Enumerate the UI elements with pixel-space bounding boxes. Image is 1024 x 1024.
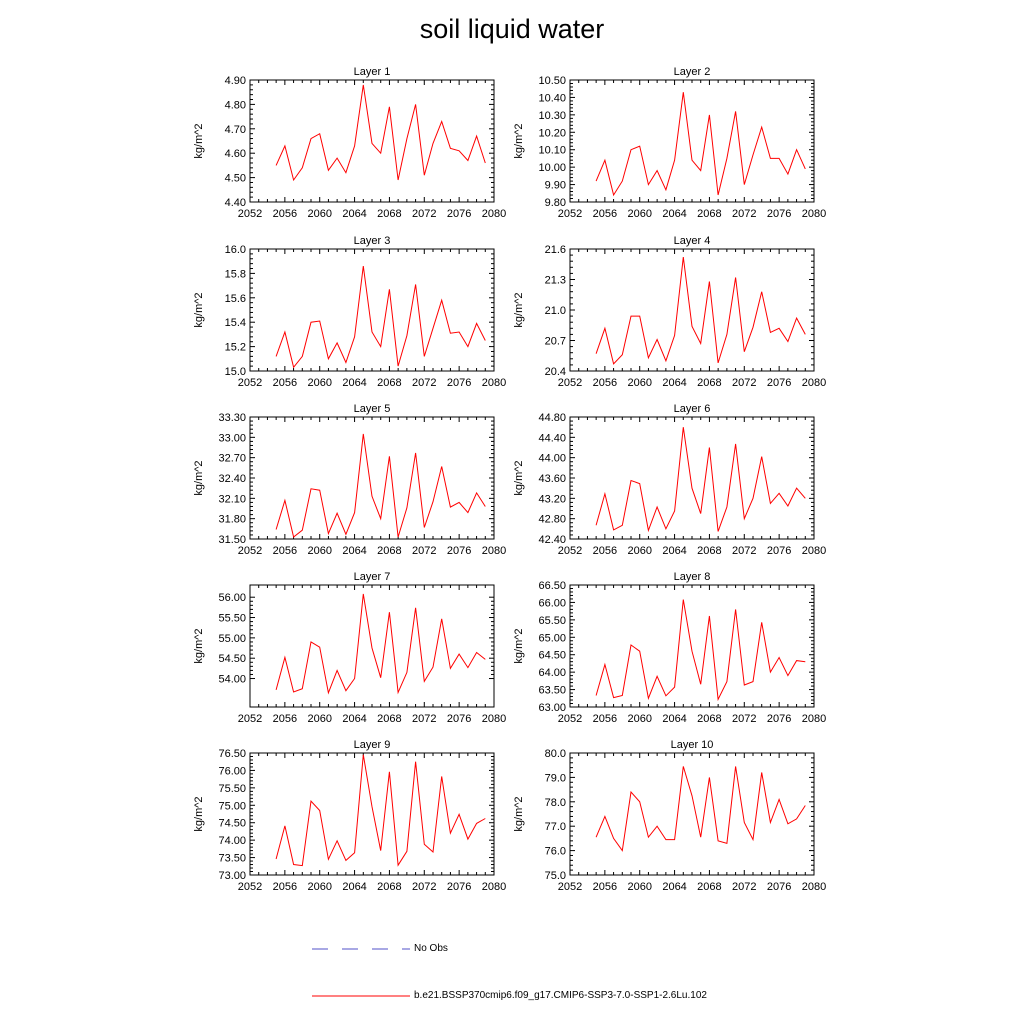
- panel-6-xtick-label: 2076: [766, 545, 792, 557]
- panel-7-xtick-label: 2072: [412, 713, 437, 725]
- panel-5-xtick-label: 2076: [446, 545, 472, 557]
- panel-8-xtick-label: 2076: [766, 713, 792, 725]
- panel-1-ytick-label: 4.80: [224, 99, 246, 112]
- legend-obs-label: No Obs: [414, 943, 448, 954]
- panel-5-xtick-label: 2080: [481, 545, 507, 557]
- panel-10-ytick-label: 77.0: [544, 821, 566, 834]
- panel-9-ytick-label: 74.50: [218, 817, 246, 830]
- panel-2-ytick-label: 10.00: [538, 162, 566, 175]
- panel-10-xtick-label: 2072: [732, 881, 757, 893]
- panel-8-ytick-label: 64.50: [538, 649, 566, 662]
- panel-9-xtick-label: 2056: [272, 881, 298, 893]
- panel-8-ytick-label: 63.50: [538, 684, 566, 697]
- panel-3-ytick-label: 15.8: [224, 268, 246, 281]
- panel-1-ytick-label: 4.50: [224, 172, 246, 185]
- panel-2-xtick-label: 2072: [732, 208, 757, 220]
- panel-2-ylabel: kg/m^2: [513, 123, 525, 159]
- panel-1-xtick-label: 2060: [307, 208, 332, 220]
- panel-8-xtick-label: 2080: [801, 713, 827, 725]
- panel-9-title: Layer 9: [353, 739, 391, 751]
- panel-4-xtick-label: 2080: [801, 377, 827, 389]
- panel-7-ytick-label: 54.00: [218, 673, 246, 686]
- panel-10-ylabel: kg/m^2: [513, 796, 525, 832]
- panel-1-ytick-label: 4.70: [224, 123, 246, 136]
- panel-9-ytick-label: 73.50: [218, 852, 246, 865]
- panel-6-ylabel: kg/m^2: [513, 460, 525, 496]
- panel-7-xtick-label: 2076: [446, 713, 472, 725]
- panel-8-ytick-label: 65.00: [538, 632, 566, 645]
- panel-3-xtick-label: 2080: [481, 377, 507, 389]
- panel-3-ytick-label: 15.4: [224, 317, 246, 330]
- panel-2-title: Layer 2: [673, 66, 711, 78]
- panel-9-ytick-label: 75.50: [218, 782, 246, 795]
- panel-7-ytick-label: 55.00: [218, 632, 246, 645]
- panel-9-xtick-label: 2076: [446, 881, 472, 893]
- panel-5-xtick-label: 2072: [412, 545, 437, 557]
- panel-3-ylabel: kg/m^2: [193, 292, 205, 328]
- panel-4-ylabel: kg/m^2: [513, 292, 525, 328]
- panel-3-ytick-label: 15.0: [224, 366, 246, 378]
- panel-2-ytick-label: 10.40: [538, 92, 566, 105]
- panel-9-ytick-label: 74.00: [218, 835, 246, 848]
- panel-5-ylabel: kg/m^2: [193, 460, 205, 496]
- panel-4-xtick-label: 2076: [766, 377, 792, 389]
- panel-2-ytick-label: 10.10: [538, 144, 566, 157]
- panel-2-xtick-label: 2060: [627, 208, 652, 220]
- panel-4-ytick-label: 21.6: [544, 244, 566, 256]
- panel-9-ylabel: kg/m^2: [193, 796, 205, 832]
- panel-10-ytick-label: 75.0: [544, 870, 566, 882]
- panel-7-ylabel: kg/m^2: [193, 628, 205, 664]
- panel-2-xtick-label: 2056: [592, 208, 618, 220]
- panel-9-ytick-label: 73.00: [218, 870, 246, 882]
- panel-9-xtick-label: 2080: [481, 881, 507, 893]
- panel-3-xtick-label: 2064: [342, 377, 367, 389]
- panel-2-xtick-label: 2076: [766, 208, 792, 220]
- panel-7-xtick-label: 2068: [377, 713, 402, 725]
- panel-5-ytick-label: 32.70: [218, 452, 246, 465]
- panel-9-ytick-label: 75.00: [218, 800, 246, 813]
- panel-5-ytick-label: 32.10: [218, 493, 246, 506]
- panel-3-xtick-label: 2072: [412, 377, 437, 389]
- panel-10-xtick-label: 2068: [697, 881, 722, 893]
- panel-8-xtick-label: 2068: [697, 713, 722, 725]
- panel-4-xtick-label: 2072: [732, 377, 757, 389]
- panel-6-ytick-label: 44.00: [538, 452, 566, 465]
- panel-4-ytick-label: 20.4: [544, 366, 566, 378]
- panel-3-ytick-label: 15.2: [224, 341, 246, 354]
- panel-3-ytick-label: 15.6: [224, 292, 246, 305]
- panel-10-xtick-label: 2076: [766, 881, 792, 893]
- panel-1-xtick-label: 2064: [342, 208, 367, 220]
- panel-1-xtick-label: 2080: [481, 208, 507, 220]
- panel-4-xtick-label: 2064: [662, 377, 687, 389]
- panel-8-ytick-label: 66.50: [538, 580, 566, 592]
- panel-4-ytick-label: 21.0: [544, 305, 566, 317]
- panel-3-xtick-label: 2068: [377, 377, 402, 389]
- panel-2-ytick-label: 9.90: [544, 179, 566, 192]
- panel-2-ytick-label: 10.30: [538, 109, 566, 122]
- panel-6-xtick-label: 2072: [732, 545, 757, 557]
- panel-7-xtick-label: 2052: [237, 713, 263, 725]
- panel-8-xtick-label: 2060: [627, 713, 652, 725]
- panel-9-xtick-label: 2068: [377, 881, 402, 893]
- panel-9-xtick-label: 2052: [237, 881, 263, 893]
- panel-5-xtick-label: 2068: [377, 545, 402, 557]
- panel-7-xtick-label: 2064: [342, 713, 367, 725]
- panel-8-ytick-label: 66.00: [538, 597, 566, 610]
- panel-4-xtick-label: 2056: [592, 377, 618, 389]
- panel-5-title: Layer 5: [353, 403, 391, 415]
- panel-4-title: Layer 4: [673, 235, 711, 247]
- panel-5-ytick-label: 33.30: [218, 412, 246, 424]
- panel-4-xtick-label: 2052: [557, 377, 583, 389]
- panel-1-xtick-label: 2068: [377, 208, 402, 220]
- panel-7-xtick-label: 2080: [481, 713, 507, 725]
- panel-8-ylabel: kg/m^2: [513, 628, 525, 664]
- panel-5-ytick-label: 32.40: [218, 473, 246, 485]
- panel-6-xtick-label: 2080: [801, 545, 827, 557]
- panel-1-ylabel: kg/m^2: [193, 123, 205, 159]
- panel-8-xtick-label: 2072: [732, 713, 757, 725]
- panel-5-xtick-label: 2060: [307, 545, 332, 557]
- panel-8-ytick-label: 64.00: [538, 667, 566, 680]
- panel-9-xtick-label: 2064: [342, 881, 367, 893]
- panel-8-title: Layer 8: [673, 571, 711, 583]
- panel-3-xtick-label: 2076: [446, 377, 472, 389]
- panel-6-ytick-label: 42.40: [538, 534, 566, 546]
- panel-8-xtick-label: 2056: [592, 713, 618, 725]
- panel-10-xtick-label: 2080: [801, 881, 827, 893]
- panel-3-xtick-label: 2052: [237, 377, 263, 389]
- panel-3-xtick-label: 2056: [272, 377, 298, 389]
- panel-8-xtick-label: 2052: [557, 713, 583, 725]
- panel-6-ytick-label: 43.60: [538, 473, 566, 485]
- panel-7-xtick-label: 2056: [272, 713, 298, 725]
- panel-1-xtick-label: 2056: [272, 208, 298, 220]
- panel-6-title: Layer 6: [673, 403, 711, 415]
- panel-10-title: Layer 10: [670, 739, 714, 751]
- panel-1-xtick-label: 2076: [446, 208, 472, 220]
- panel-7-title: Layer 7: [353, 571, 391, 583]
- panel-6-xtick-label: 2068: [697, 545, 722, 557]
- page-title: soil liquid water: [419, 14, 605, 44]
- panel-9-ytick-label: 76.50: [218, 748, 246, 760]
- panel-2-ytick-label: 10.20: [538, 127, 566, 140]
- panel-6-ytick-label: 44.40: [538, 432, 566, 445]
- panel-10-ytick-label: 78.0: [544, 796, 566, 809]
- panel-7-ytick-label: 56.00: [218, 592, 246, 605]
- panel-2-ytick-label: 10.50: [538, 75, 566, 87]
- panel-5-xtick-label: 2064: [342, 545, 367, 557]
- panel-6-ytick-label: 42.80: [538, 513, 566, 526]
- panel-10-ytick-label: 79.0: [544, 772, 566, 785]
- panel-9-ytick-label: 76.00: [218, 765, 246, 778]
- panel-5-ytick-label: 31.80: [218, 513, 246, 526]
- panel-2-xtick-label: 2052: [557, 208, 583, 220]
- panel-2-xtick-label: 2068: [697, 208, 722, 220]
- panel-4-xtick-label: 2060: [627, 377, 652, 389]
- panel-9-xtick-label: 2060: [307, 881, 332, 893]
- panel-9-xtick-label: 2072: [412, 881, 437, 893]
- panel-10-xtick-label: 2060: [627, 881, 652, 893]
- panel-5-ytick-label: 33.00: [218, 432, 246, 445]
- legend-model-label: b.e21.BSSP370cmip6.f09_g17.CMIP6-SSP3-7.0-SSP1-2.6Lu.102: [414, 990, 707, 1001]
- panel-2-xtick-label: 2080: [801, 208, 827, 220]
- panel-4-ytick-label: 21.3: [544, 274, 566, 287]
- panel-7-ytick-label: 55.50: [218, 612, 246, 625]
- panel-10-ytick-label: 76.0: [544, 845, 566, 858]
- panel-1-xtick-label: 2052: [237, 208, 263, 220]
- panel-4-ytick-label: 20.7: [544, 335, 566, 348]
- panel-10-xtick-label: 2064: [662, 881, 687, 893]
- panel-1-ytick-label: 4.60: [224, 148, 246, 161]
- panel-6-ytick-label: 44.80: [538, 412, 566, 424]
- panel-5-xtick-label: 2056: [272, 545, 298, 557]
- panel-6-xtick-label: 2064: [662, 545, 687, 557]
- panel-1-ytick-label: 4.40: [224, 197, 246, 209]
- panel-10-xtick-label: 2056: [592, 881, 618, 893]
- panel-8-xtick-label: 2064: [662, 713, 687, 725]
- panel-6-xtick-label: 2060: [627, 545, 652, 557]
- panel-1-xtick-label: 2072: [412, 208, 437, 220]
- panel-6-ytick-label: 43.20: [538, 493, 566, 506]
- panel-1-title: Layer 1: [353, 66, 391, 78]
- panel-8-ytick-label: 63.00: [538, 702, 566, 714]
- panel-3-title: Layer 3: [353, 235, 391, 247]
- panel-3-ytick-label: 16.0: [224, 244, 246, 256]
- panel-6-xtick-label: 2052: [557, 545, 583, 557]
- panel-5-xtick-label: 2052: [237, 545, 263, 557]
- panel-2-ytick-label: 9.80: [544, 197, 566, 209]
- panel-5-ytick-label: 31.50: [218, 534, 246, 546]
- panel-10-ytick-label: 80.0: [544, 748, 566, 760]
- panel-7-ytick-label: 54.50: [218, 653, 246, 666]
- panel-8-ytick-label: 65.50: [538, 614, 566, 627]
- panel-1-ytick-label: 4.90: [224, 75, 246, 87]
- panel-4-xtick-label: 2068: [697, 377, 722, 389]
- panel-3-xtick-label: 2060: [307, 377, 332, 389]
- panel-2-xtick-label: 2064: [662, 208, 687, 220]
- panel-7-xtick-label: 2060: [307, 713, 332, 725]
- panel-10-xtick-label: 2052: [557, 881, 583, 893]
- panel-6-xtick-label: 2056: [592, 545, 618, 557]
